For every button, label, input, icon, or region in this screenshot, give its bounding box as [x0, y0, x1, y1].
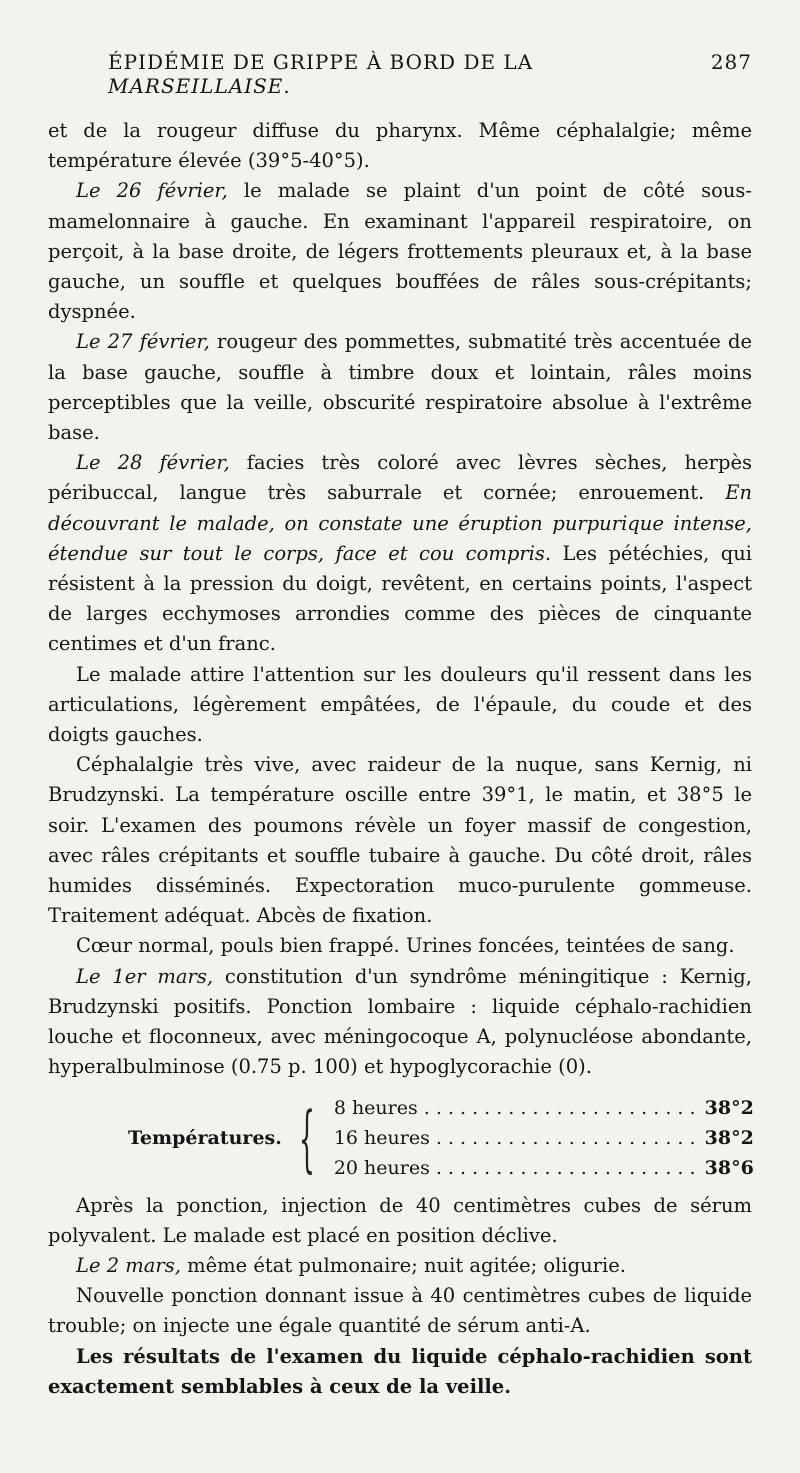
paragraph-28-fevrier: Le 28 février, facies très coloré avec lèvres sèches, herpès péribuccal, langue très saburrale et cornée; enrouement. En découvrant le malade, on constate une éruption purpurique intense, étendue sur tout le corps, face et cou compris. Les pétéchies, qui résistent à la pression du doigt, revêtent, en certains points, l'aspect de larges ecchymoses arrondies comme des pièces de cinquante centimes et d'un franc. [48, 451, 753, 656]
date-27-fevrier: Le 27 février, [76, 330, 210, 354]
paragraph-articulations: Le malade attire l'attention sur les douleurs qu'il ressent dans les articulations, légèrement empâtées, de l'épaule, du coude et des doigts gauches. [48, 662, 752, 747]
date-26-fevrier: Le 26 février, [76, 179, 228, 203]
date-2-mars: Le 2 mars, [76, 1253, 181, 1277]
ship-name: MARSEILLAISE. [108, 74, 291, 98]
paragraph-27-fevrier: Le 27 février, rougeur des pommettes, submatité très accentuée de la base gauche, souffle à timbre doux et lointain, râles moins perceptibles que la veille, obscurité respiratoire absolue à l'extrême base. [48, 330, 752, 445]
temperature-value: 38°2 [704, 1126, 754, 1149]
running-header [108, 50, 752, 98]
temperature-row [334, 1153, 754, 1183]
temperature-value: 38°2 [704, 1096, 754, 1119]
paragraph-nouvelle-ponction: Nouvelle ponction donnant issue à 40 centimètres cubes de liquide trouble; on injecte une égale quantité de sérum anti-A. [48, 1284, 752, 1338]
italic-observation: En découvrant le malade, on constate une éruption purpurique intense, étendue sur tout le corps, face et cou compris. [48, 481, 752, 565]
paragraph-cephalalgie: Céphalalgie très vive, avec raideur de la nuque, sans Kernig, ni Brudzynski. La température oscille entre 39°1, le matin, et 38°5 le soir. L'examen des poumons révèle un foyer massif de congestion, avec râles crépitants et souffle tubaire à gauche. Du côté droit, râles humides disséminés. Expectoration muco-purulente gommeuse. Traitement adéquat. Abcès de fixation. [48, 753, 752, 928]
leader-dots [430, 1123, 694, 1153]
temperature-rows [334, 1093, 754, 1183]
paragraph-resultats: Les résultats de l'examen du liquide céphalo-rachidien sont exactement semblables à ceux de la veille. [48, 1344, 752, 1398]
brace-symbol: { [298, 1095, 315, 1180]
temperature-time: 20 heures [333, 1156, 430, 1179]
paragraph-1: et de la rougeur diffuse du pharynx. Même céphalalgie; même température élevée (39°5-40°5). [48, 119, 752, 173]
page-number: 287 [710, 50, 752, 74]
leader-dots [418, 1093, 694, 1123]
temperature-table [128, 1093, 752, 1183]
paragraph-coeur: Cœur normal, pouls bien frappé. Urines foncées, teintées de sang. [76, 934, 735, 958]
running-title: ÉPIDÉMIE DE GRIPPE À BORD DE LA MARSEILLAISE. [108, 50, 534, 98]
paragraph-2-mars: Le 2 mars, même état pulmonaire; nuit agitée; oligurie. [76, 1253, 626, 1277]
temperature-label: Températures. [128, 1126, 282, 1149]
leader-dots [430, 1153, 694, 1183]
date-28-fevrier: Le 28 février, [76, 451, 230, 475]
temperature-row [334, 1093, 754, 1123]
temperature-time: 8 heures [333, 1096, 418, 1119]
temperature-time: 16 heures [333, 1126, 430, 1149]
paragraph-26-fevrier: Le 26 février, le malade se plaint d'un point de côté sous-mamelonnaire à gauche. En examinant l'appareil respiratoire, on perçoit, à la base droite, de légers frottements pleuraux et, à la base gauche, un souffle et quelques bouffées de râles sous-crépitants; dyspnée. [48, 179, 753, 324]
temperature-value: 38°6 [704, 1156, 754, 1179]
paragraph-ponction: Après la ponction, injection de 40 centimètres cubes de sérum polyvalent. Le malade est placé en position déclive. [48, 1193, 752, 1247]
date-1er-mars: Le 1er mars, [76, 964, 214, 988]
paragraph-1er-mars: Le 1er mars, constitution d'un syndrôme méningitique : Kernig, Brudzynski positifs. Ponction lombaire : liquide céphalo-rachidien louche et floconneux, avec méningocoque A, polynucléose abondante, hyperalbulminose (0.75 p. 100) et hypoglycorachie (0). [48, 964, 752, 1079]
temperature-row [334, 1123, 754, 1153]
